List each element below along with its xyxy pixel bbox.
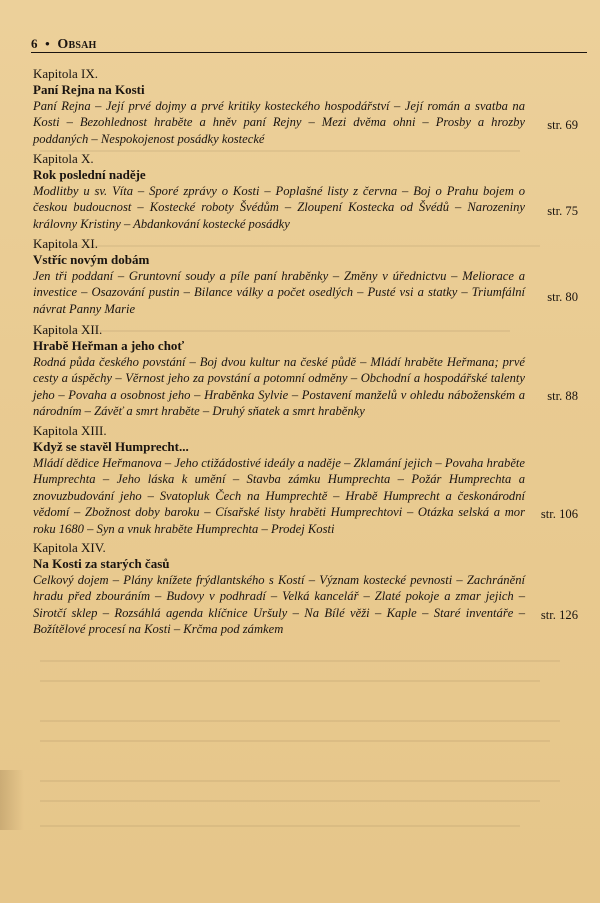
chapter-label: Kapitola X. — [33, 151, 94, 166]
page-fold-shadow — [0, 770, 24, 830]
toc-entry — [33, 423, 578, 537]
chapter-description: Celkový dojem – Plány knížete frýdlantského s Kostí – Význam kostecké pevnosti – Zachránění hradu před zbouráním – Budovy v podhradí – Velká kancelář – Zlaté pokoje a zmar jejich – Sirotčí sklep – Rozsáhlá agenda klíčnice Uršuly – Na Bílé věži – Kaple – Staré inventáře – Božítělové procesí na Kosti – Krčma pod zámkem — [33, 573, 525, 637]
toc-entry — [33, 66, 578, 147]
chapter-page-number: str. 75 — [547, 204, 578, 218]
header-separator: • — [45, 36, 50, 51]
toc-entry — [33, 322, 578, 420]
chapter-title: Vstříc novým dobám — [33, 252, 150, 267]
chapter-description: Modlitby u sv. Víta – Sporé zprávy o Kosti – Poplašné listy z června – Boj o Prahu bojem o českou budoucnost – Kostecké roboty Švédům – Zloupení Kostecka od Švédů – Narozeniny královny Kristiny – Abdankování kostecké posádky — [33, 184, 525, 231]
chapter-title: Na Kosti za starých časů — [33, 556, 170, 571]
toc-entry — [33, 151, 578, 232]
chapter-title: Paní Rejna na Kosti — [33, 82, 145, 97]
chapter-description: Paní Rejna – Její prvé dojmy a prvé kritiky kosteckého hospodářství – Její román a svatba na Kosti – Bezohlednost hraběte a hněv paní Rejny – Mezi dvěma ohni – Prosby a hrozby poddaných – Nespokojenost posádky kostecké — [33, 99, 525, 146]
chapter-page-number: str. 80 — [547, 290, 578, 304]
chapter-label: Kapitola IX. — [33, 66, 98, 81]
chapter-title: Když se stavěl Humprecht... — [33, 439, 189, 454]
section-title: Obsah — [57, 37, 97, 52]
page-number: 6 — [31, 36, 38, 51]
chapter-page-number: str. 126 — [540, 608, 578, 622]
toc-entry — [33, 540, 578, 638]
chapter-title: Hrabě Heřman a jeho choť — [33, 338, 185, 353]
chapter-label: Kapitola XIV. — [33, 540, 106, 555]
chapter-page-number: str. 88 — [547, 389, 578, 403]
toc-entry — [33, 236, 578, 317]
chapter-page-number: str. 69 — [547, 118, 578, 132]
header-rule — [31, 52, 587, 53]
chapter-description: Jen tři poddaní – Gruntovní soudy a píle paní hraběnky – Změny v úřednictvu – Meliorace a investice – Osazování pustin – Bilance války a počet osedlých – Pusté vsi a statky – Triumfální návrat Panny Marie — [33, 269, 525, 316]
chapter-label: Kapitola XII. — [33, 322, 103, 337]
chapter-description: Mládí dědice Heřmanova – Jeho ctižádostivé ideály a naděje – Zklamání jejich – Povaha hraběte Humprechta – Jeho láska k umění – Stavba zámku Humprechta – Požár Humprechta a znovuzbudování jeho – Svatopluk Čech na Humprechtě – Hrabě Humprecht a českonárodní vědomí – Zbožnost doby baroku – Císařské listy hraběti Humprechtovi – Otázka selská a mor roku 1680 – Syn a vnuk hraběte Humprechta – Prodej Kosti — [33, 456, 525, 536]
running-header — [31, 36, 587, 53]
chapter-title: Rok poslední naděje — [33, 167, 146, 182]
chapter-description: Rodná půda českého povstání – Boj dvou kultur na české půdě – Mládí hraběte Heřmana; prvé cesty a úspěchy – Věrnost jeho za povstání a potomní odměny – Obchodní a hospodářské talenty jeho – Povaha a osobnost jeho – Hraběnka Sylvie – Postavení manželů v ohledu náboženském a národním – Závěť a smrt hraběte – Druhý sňatek a smrt hraběnky — [33, 355, 525, 419]
chapter-label: Kapitola XI. — [33, 236, 98, 251]
chapter-page-number: str. 106 — [540, 507, 578, 521]
chapter-label: Kapitola XIII. — [33, 423, 107, 438]
